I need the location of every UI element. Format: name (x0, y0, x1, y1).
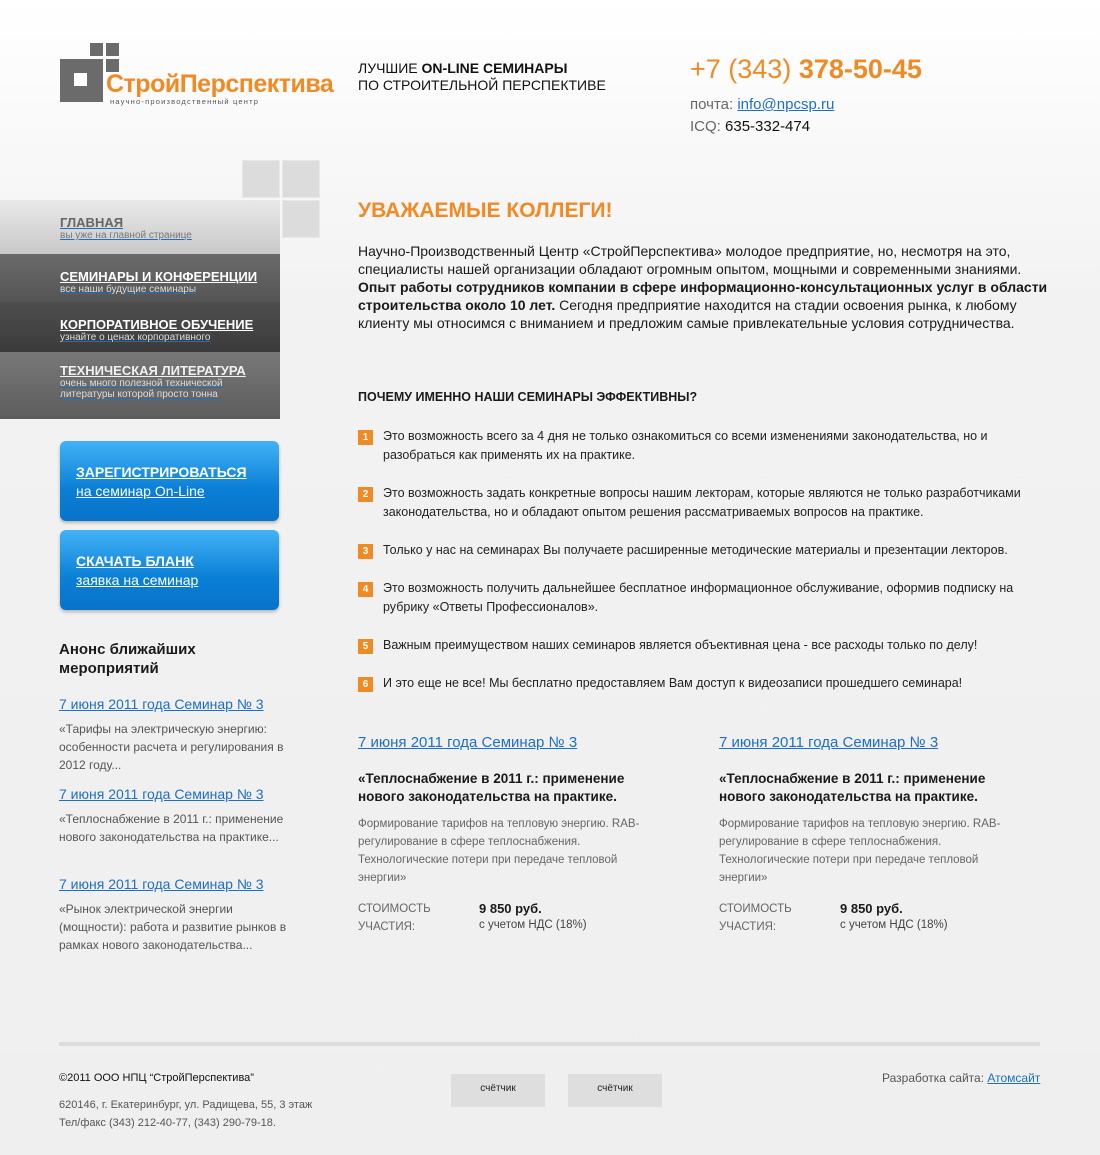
price-label: СТОИМОСТЬ УЧАСТИЯ: (358, 903, 431, 933)
address-text: 620146, г. Екатеринбург, ул. Радищева, 55, 3 этаж (59, 1099, 313, 1111)
counter-widget[interactable]: счётчик (451, 1074, 545, 1107)
seminar-title: «Теплоснабжение в 2011 г.: применение нового законодательства на практике. (719, 771, 986, 804)
reason-text: Только у нас на семинарах Вы получаете расширенные методические материалы и презентации лекторов. (383, 543, 1008, 557)
menu-item-subtitle: узнайте о ценах корпоративного (60, 332, 211, 343)
icq-label: ICQ: (690, 118, 726, 135)
seminar-card (719, 734, 1019, 936)
anons-link[interactable]: 7 июня 2011 года Семинар № 3 (59, 876, 264, 892)
reason-text: И это еще не все! Мы бесплатно предоставляем Вам доступ к видеозаписи прошедшего семинара! (383, 676, 963, 690)
list-item (358, 427, 1048, 465)
price-vat: с учетом НДС (18%) (840, 919, 948, 931)
seminar-description: Формирование тарифов на тепловую энергию. RAB-регулирование в сфере теплоснабжения. Технологические потери при передаче тепловой энергии» (358, 818, 640, 884)
footer-divider (59, 1042, 1040, 1046)
seminar-title: «Теплоснабжение в 2011 г.: применение нового законодательства на практике. (358, 771, 625, 804)
seminar-description: Формирование тарифов на тепловую энергию. RAB-регулирование в сфере теплоснабжения. Технологические потери при передаче тепловой энергии» (719, 818, 1001, 884)
anons-link[interactable]: 7 июня 2011 года Семинар № 3 (59, 696, 264, 712)
number-badge: 2 (358, 487, 373, 502)
register-button-title: ЗАРЕГИСТРИРОВАТЬСЯ (76, 464, 247, 480)
page-title: УВАЖАЕМЫЕ КОЛЛЕГИ! (358, 199, 613, 222)
menu-item-subtitle: все наши будущие семинары (60, 284, 197, 295)
tagline (358, 60, 606, 94)
logo-subtitle: научно-производственный центр (110, 97, 260, 106)
logo[interactable] (60, 43, 334, 106)
intro-text (358, 242, 1048, 332)
seminar-link[interactable]: 7 июня 2011 года Семинар № 3 (358, 734, 578, 751)
number-badge: 5 (358, 639, 373, 654)
menu-item-title: СЕМИНАРЫ И КОНФЕРЕНЦИИ (60, 269, 258, 284)
tagline-line2: ПО СТРОИТЕЛЬНОЙ ПЕРСПЕКТИВЕ (358, 77, 606, 93)
price-amount: 9 850 руб. (479, 901, 542, 916)
menu-item-title: КОРПОРАТИВНОЕ ОБУЧЕНИЕ (60, 317, 254, 332)
menu-item-subtitle: очень много полезной технической литературы которой просто тонна (60, 378, 223, 400)
email-link[interactable]: info@npcsp.ru (737, 96, 835, 113)
footer-address (59, 1096, 312, 1132)
download-button-subtitle: заявка на семинар (76, 572, 199, 588)
developer-label: Разработка сайта: (882, 1071, 988, 1085)
intro-part: Научно-Производственный Центр «СтройПерспектива» молодое предприятие, но, несмотря на это, специалисты нашей организации обладают огромным опытом, мощными и современными знаниями. (358, 243, 1022, 277)
tagline-highlight: ON-LINE СЕМИНАРЫ (421, 60, 568, 76)
phone-number: 378-50-45 (798, 54, 922, 84)
anons-item (59, 876, 289, 954)
anons-text: «Рынок электрической энергии (мощности): работа и развитие рынков в рамках нового законодательства... (59, 902, 287, 952)
menu-item-corporate[interactable] (0, 302, 280, 352)
contact-info (690, 94, 834, 138)
price-label: СТОИМОСТЬ УЧАСТИЯ: (719, 903, 792, 933)
phone-fax-text: Тел/факс (343) 212-40-77, (343) 290-79-18. (59, 1117, 276, 1129)
reason-text: Это возможность получить дальнейшее бесплатное информационное обслуживание, оформив подписку на рубрику «Ответы Профессионалов». (383, 581, 1014, 614)
anons-title: Анонс ближайших мероприятий (59, 641, 196, 677)
list-item (358, 636, 1048, 655)
reason-text: Это возможность задать конкретные вопросы нашим лекторам, которые являются не только разработчиками законодательства, но и обладают опытом решения рассматриваемых вопросов на практике. (383, 486, 1021, 519)
number-badge: 1 (358, 430, 373, 445)
menu-item-title: ТЕХНИЧЕСКАЯ ЛИТЕРАТУРА (60, 363, 246, 378)
intro-highlight: Опыт работы сотрудников компании в сфере информационно-консультационных услуг в области строительства около 10 лет. (358, 279, 1048, 313)
list-item (358, 579, 1048, 617)
logo-text: СтройПерспектива (106, 70, 334, 98)
phone (690, 54, 922, 85)
download-button-title: СКАЧАТЬ БЛАНК (76, 553, 194, 569)
reasons-list (358, 427, 1048, 693)
seminar-price (719, 900, 1019, 936)
menu-item-title: ГЛАВНАЯ (60, 215, 124, 230)
download-form-button[interactable] (60, 530, 279, 610)
number-badge: 4 (358, 582, 373, 597)
icq-value: 635-332-474 (725, 118, 811, 135)
main-menu (0, 200, 280, 419)
deco-square (242, 160, 280, 198)
menu-item-subtitle: вы уже на главной странице (60, 230, 192, 241)
anons-text: «Тарифы на электрическую энергию: особенности расчета и регулирования в 2012 году... (59, 722, 284, 772)
why-title: ПОЧЕМУ ИМЕННО НАШИ СЕМИНАРЫ ЭФФЕКТИВНЫ? (358, 390, 698, 404)
list-item (358, 541, 1048, 560)
counter-widget[interactable]: счётчик (568, 1074, 662, 1107)
developer-link[interactable]: Атомсайт (987, 1071, 1041, 1085)
anons-item (59, 786, 289, 846)
anons-item (59, 696, 289, 774)
deco-square (282, 200, 320, 238)
reason-text: Это возможность всего за 4 дня не только ознакомиться со всеми изменениями законодательства, но и разобраться как применять их на практике. (383, 429, 988, 462)
seminar-card (358, 734, 658, 936)
number-badge: 3 (358, 544, 373, 559)
menu-item-seminars[interactable] (0, 254, 280, 302)
tagline-prefix: ЛУЧШИЕ (358, 60, 422, 76)
menu-item-literature[interactable] (0, 352, 280, 419)
seminar-price (358, 900, 658, 936)
phone-code: +7 (343) (690, 54, 799, 84)
list-item (358, 674, 1048, 693)
menu-item-home[interactable] (0, 200, 280, 254)
price-vat: с учетом НДС (18%) (479, 919, 587, 931)
seminar-link[interactable]: 7 июня 2011 года Семинар № 3 (719, 734, 939, 751)
anons-link[interactable]: 7 июня 2011 года Семинар № 3 (59, 786, 264, 802)
intro-part: Сегодня предприятие находится на стадии освоения рынка, к любому клиенту мы относимся с вниманием и предложим самые привлекательные условия сотрудничества. (358, 297, 1017, 331)
copyright: ©2011 ООО НПЦ “СтройПерспектива” (59, 1072, 254, 1084)
anons-text: «Теплоснабжение в 2011 г.: применение нового законодательства на практике... (59, 812, 284, 844)
number-badge: 6 (358, 677, 373, 692)
email-label: почта: (690, 96, 738, 113)
register-button[interactable] (60, 441, 279, 521)
deco-square (282, 160, 320, 198)
price-amount: 9 850 руб. (840, 901, 903, 916)
list-item (358, 484, 1048, 522)
reason-text: Важным преимуществом наших семинаров является объективная цена - все расходы только по делу! (383, 638, 978, 652)
register-button-subtitle: на семинар On-Line (76, 483, 205, 499)
developer-credit (882, 1071, 1040, 1085)
